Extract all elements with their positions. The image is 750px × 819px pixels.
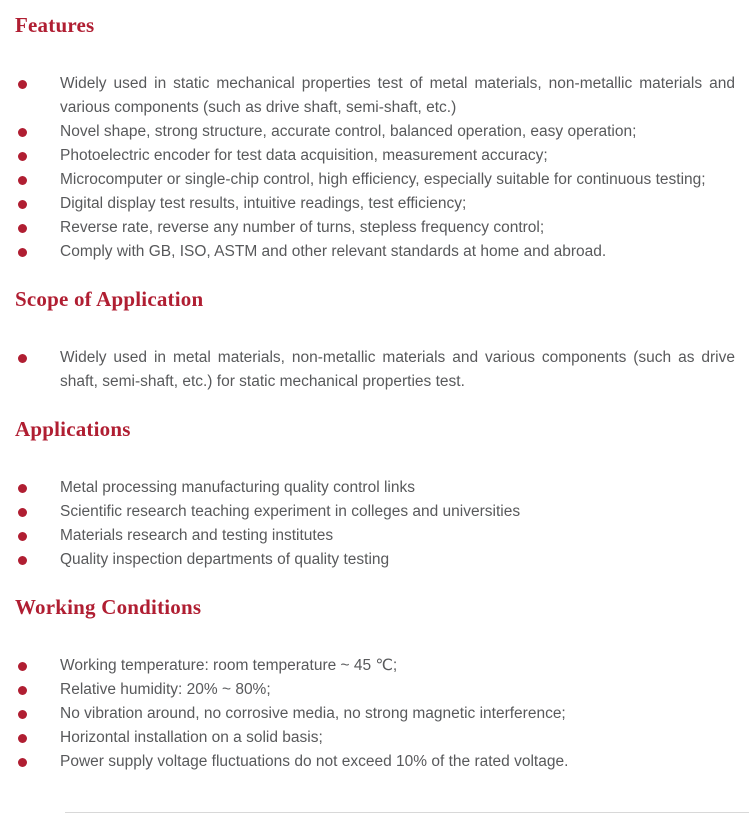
document-section xyxy=(15,594,735,774)
bullet-icon xyxy=(18,532,27,541)
bullet-icon xyxy=(18,176,27,185)
list-item-text: Horizontal installation on a solid basis; xyxy=(60,729,323,746)
bullet-icon xyxy=(18,484,27,493)
bullet-list xyxy=(15,476,735,572)
bullet-icon xyxy=(18,224,27,233)
list-item xyxy=(15,726,735,750)
list-item-text: No vibration around, no corrosive media, no strong magnetic interference; xyxy=(60,705,566,722)
list-item xyxy=(15,240,735,264)
list-item-text: Microcomputer or single-chip control, high efficiency, especially suitable for continuous testing; xyxy=(60,171,706,188)
bottom-divider xyxy=(65,812,749,813)
bullet-icon xyxy=(18,80,27,89)
list-item-text: Scientific research teaching experiment in colleges and universities xyxy=(60,503,521,520)
list-item xyxy=(15,654,735,678)
list-item-text: Widely used in static mechanical properties test of metal materials, non-metallic materials and various components (such as drive shaft, semi-shaft, etc.) xyxy=(60,75,735,116)
bullet-icon xyxy=(18,128,27,137)
list-item xyxy=(15,168,735,192)
list-item-text: Photoelectric encoder for test data acquisition, measurement accuracy; xyxy=(60,147,548,164)
list-item xyxy=(15,524,735,548)
document-section xyxy=(15,416,735,572)
list-item xyxy=(15,750,735,774)
list-item-text: Metal processing manufacturing quality control links xyxy=(60,479,415,496)
list-item-text: Digital display test results, intuitive readings, test efficiency; xyxy=(60,195,467,212)
bullet-icon xyxy=(18,248,27,257)
section-heading: Applications xyxy=(15,417,131,441)
list-item-text: Power supply voltage fluctuations do not exceed 10% of the rated voltage. xyxy=(60,753,569,770)
list-item xyxy=(15,192,735,216)
list-item xyxy=(15,476,735,500)
list-item xyxy=(15,548,735,572)
list-item-text: Quality inspection departments of quality testing xyxy=(60,551,390,568)
list-item xyxy=(15,702,735,726)
bullet-icon xyxy=(18,200,27,209)
bullet-icon xyxy=(18,556,27,565)
bullet-list xyxy=(15,346,735,394)
bullet-list xyxy=(15,72,735,264)
list-item-text: Relative humidity: 20% ~ 80%; xyxy=(60,681,271,698)
document-section xyxy=(15,12,735,264)
bullet-icon xyxy=(18,734,27,743)
list-item xyxy=(15,346,735,394)
list-item xyxy=(15,120,735,144)
list-item-text: Materials research and testing institutes xyxy=(60,527,334,544)
bullet-icon xyxy=(18,758,27,767)
bullet-icon xyxy=(18,152,27,161)
bullet-icon xyxy=(18,710,27,719)
list-item-text: Reverse rate, reverse any number of turns, stepless frequency control; xyxy=(60,219,545,236)
section-heading: Scope of Application xyxy=(15,287,204,311)
document-section xyxy=(15,286,735,394)
list-item-text: Comply with GB, ISO, ASTM and other relevant standards at home and abroad. xyxy=(60,243,607,260)
bullet-icon xyxy=(18,354,27,363)
list-item xyxy=(15,500,735,524)
list-item xyxy=(15,144,735,168)
section-heading: Features xyxy=(15,13,95,37)
bullet-icon xyxy=(18,508,27,517)
bullet-list xyxy=(15,654,735,774)
list-item-text: Widely used in metal materials, non-metallic materials and various components (such as drive shaft, semi-shaft, etc.) for static mechanical properties test. xyxy=(60,349,735,390)
list-item-text: Working temperature: room temperature ~ 45 ℃; xyxy=(60,657,398,674)
section-heading: Working Conditions xyxy=(15,595,202,619)
list-item xyxy=(15,72,735,120)
bullet-icon xyxy=(18,686,27,695)
list-item xyxy=(15,678,735,702)
bullet-icon xyxy=(18,662,27,671)
list-item-text: Novel shape, strong structure, accurate control, balanced operation, easy operation; xyxy=(60,123,637,140)
list-item xyxy=(15,216,735,240)
